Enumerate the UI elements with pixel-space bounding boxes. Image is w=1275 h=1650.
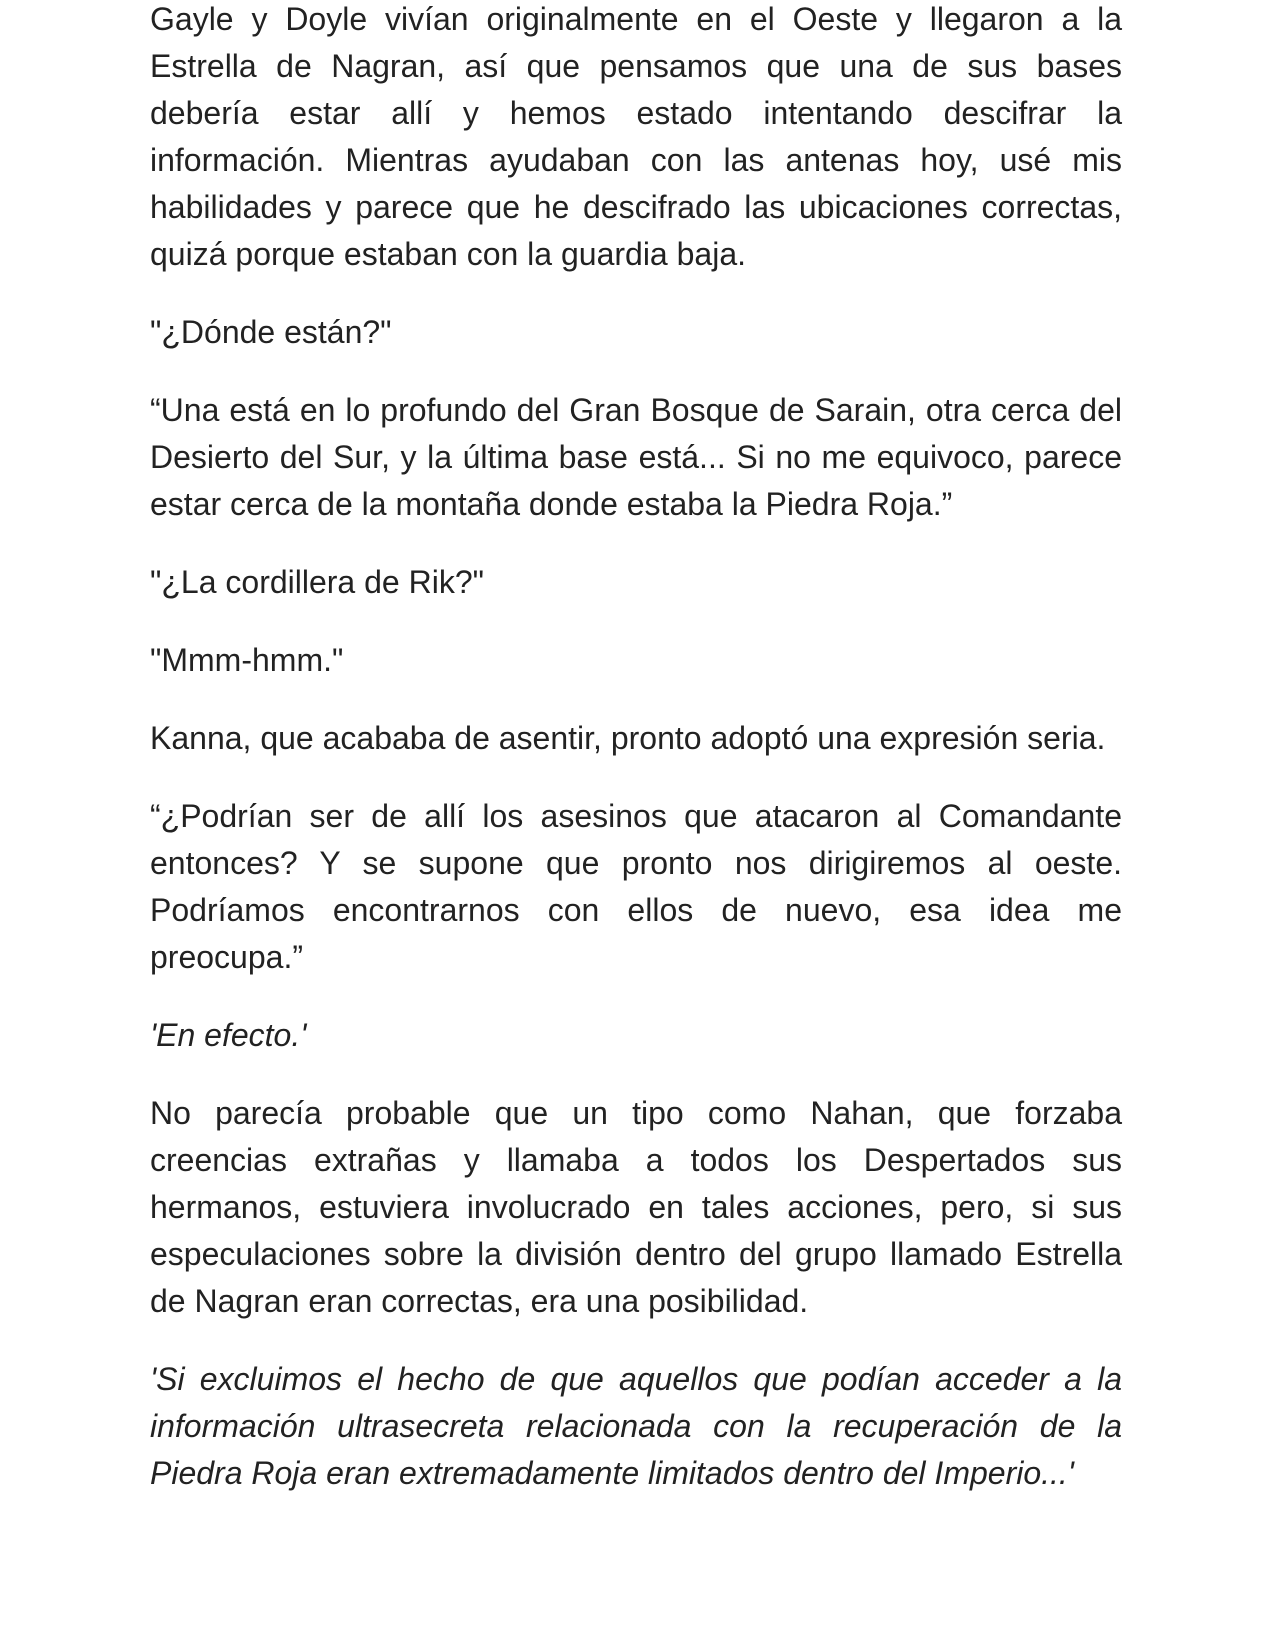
paragraph-4: "¿La cordillera de Rik?" [150, 564, 484, 600]
paragraph-5: "Mmm-hmm." [150, 642, 344, 678]
paragraph-1: Gayle y Doyle vivían originalmente en el Oeste y llegaron a la Estrella de Nagran, así que pensamos que una de sus bases debería estar allí y hemos estado intentando descifrar la información. Mientras ayudaban con las antenas hoy, usé mis habilidades y parece que he descifrado las ubicaciones correctas, quizá porque estaban con la guardia baja. [150, 1, 1122, 272]
paragraph-6: Kanna, que acababa de asentir, pronto adoptó una expresión seria. [150, 720, 1106, 756]
paragraph-8-thought: 'En efecto.' [150, 1017, 307, 1053]
paragraph-9: No parecía probable que un tipo como Nahan, que forzaba creencias extrañas y llamaba a todos los Despertados sus hermanos, estuviera involucrado en tales acciones, pero, si sus especulaciones sobre la división dentro del grupo llamado Estrella de Nagran eran correctas, era una posibilidad. [150, 1095, 1122, 1319]
paragraph-2: "¿Dónde están?" [150, 314, 392, 350]
document-page [150, 0, 1122, 1528]
paragraph-7: “¿Podrían ser de allí los asesinos que atacaron al Comandante entonces? Y se supone que pronto nos dirigiremos al oeste. Podríamos encontrarnos con ellos de nuevo, esa idea me preocupa.” [150, 798, 1122, 975]
paragraph-3: “Una está en lo profundo del Gran Bosque de Sarain, otra cerca del Desierto del Sur, y la última base está... Si no me equivoco, parece estar cerca de la montaña donde estaba la Piedra Roja.” [150, 392, 1122, 522]
paragraph-10-thought: 'Si excluimos el hecho de que aquellos que podían acceder a la información ultrasecreta relacionada con la recuperación de la Piedra Roja eran extremadamente limitados dentro del Imperio...' [150, 1361, 1122, 1491]
